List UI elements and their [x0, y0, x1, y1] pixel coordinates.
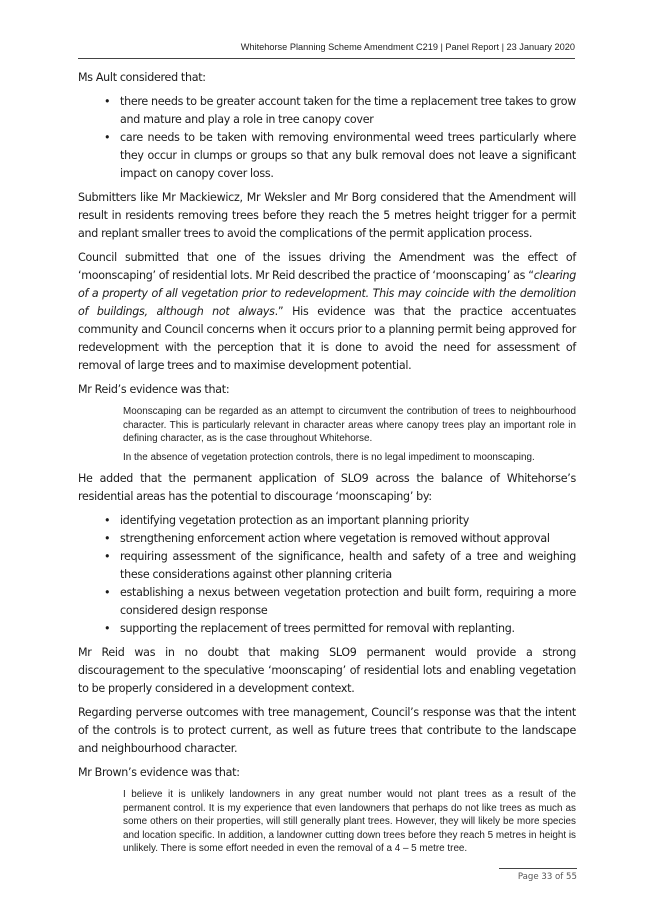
bullet-icon: • [104, 95, 111, 108]
page-number: Page 33 of 55 [517, 872, 577, 882]
header-divider [78, 58, 575, 59]
bullet-icon: • [104, 532, 111, 545]
list-item: • requiring assessment of the significance, health and safety of a tree and weighing these considerations against other planning criteria [104, 550, 576, 581]
running-header: Whitehorse Planning Scheme Amendment C219 | Panel Report | 23 January 2020 [240, 42, 575, 52]
list-item: • supporting the replacement of trees permitted for removal with replanting. [78, 620, 576, 638]
list-item: • strengthening enforcement action where vegetation is removed without approval [78, 530, 576, 548]
list-item: • there needs to be greater account taken for the time a replacement tree takes to grow and mature and play a role in tree canopy cover [104, 95, 576, 126]
paragraph-slo9-intro: He added that the permanent application of SLO9 across the balance of Whitehorse’s residential areas has the potential to discourage ‘moonscaping’ by: [78, 472, 576, 503]
slo9-bullet-list [78, 512, 576, 638]
list-item: • care needs to be taken with removing environmental weed trees particularly where they occur in clumps or groups so that any bulk removal does not leave a significant impact on canopy cover loss. [104, 131, 576, 180]
quote-paragraph: Moonscaping can be regarded as an attempt to circumvent the contribution of trees to neighbourhood character. This is particularly relevant in character areas where canopy trees play an important role in defining character, as is the case throughout Whitehorse. [123, 406, 576, 444]
footer-divider [499, 868, 577, 869]
report-body [78, 69, 576, 862]
brown-quote-block [123, 788, 576, 856]
paragraph-reid-evidence-intro: Mr Reid’s evidence was that: [78, 383, 230, 396]
bullet-icon: • [104, 514, 111, 527]
bullet-icon: • [104, 622, 111, 635]
list-item: • identifying vegetation protection as an important planning priority [78, 512, 576, 530]
paragraph-reid-conclusion: Mr Reid was in no doubt that making SLO9 permanent would provide a strong discouragement to the speculative ‘moonscaping’ of residential lots and enabling vegetation to be properly considered in a development context. [78, 646, 576, 695]
quote-paragraph: In the absence of vegetation protection controls, there is no legal impediment to moonscaping. [123, 451, 535, 463]
paragraph-submitters: Submitters like Mr Mackiewicz, Mr Weksler and Mr Borg considered that the Amendment will result in residents removing trees before they reach the 5 metres height trigger for a permit and replant smaller trees to avoid the complications of the permit application process. [78, 191, 576, 240]
bullet-icon: • [104, 586, 111, 599]
moonscaping-definition: clearing of a property of all vegetation prior to redevelopment. This may coincide with the demolition of buildings, although not always [78, 269, 576, 318]
paragraph-ault-intro: Ms Ault considered that: [78, 71, 206, 84]
paragraph-brown-evidence-intro: Mr Brown’s evidence was that: [78, 766, 240, 779]
reid-quote-block [123, 405, 576, 464]
list-item: • establishing a nexus between vegetation protection and built form, requiring a more considered design response [104, 586, 576, 617]
quote-paragraph: I believe it is unlikely landowners in any great number would not plant trees as a result of the permanent control. It is my experience that even landowners that perhaps do not like trees as much as some others on their properties, will still generally plant trees. However, they will likely be more species and location specific. In addition, a landowner cutting down trees before they reach 5 metres in height is unlikely. There is some effort needed in even the removal of a 4 – 5 metre tree. [123, 789, 576, 854]
bullet-icon: • [104, 131, 111, 144]
paragraph-council-response: Regarding perverse outcomes with tree management, Council’s response was that the intent of the controls is to protect current, as well as future trees that contribute to the landscape and neighbourhood character. [78, 706, 576, 755]
paragraph-moonscaping: Council submitted that one of the issues driving the Amendment was the effect of ‘moonscaping’ of residential lots. Mr Reid described the practice of ‘moonscaping’ as “clearing of a property of all vegetation prior to redevelopment. This may coincide with the demolition of buildings, although not always.” His evidence was that the practice accentuates community and Council concerns when it occurs prior to a planning permit being approved for redevelopment with the perception that it is done to avoid the need for assessment of removal of large trees and to maximise development potential. [78, 251, 576, 372]
ault-bullet-list [78, 93, 576, 183]
bullet-icon: • [104, 550, 111, 563]
